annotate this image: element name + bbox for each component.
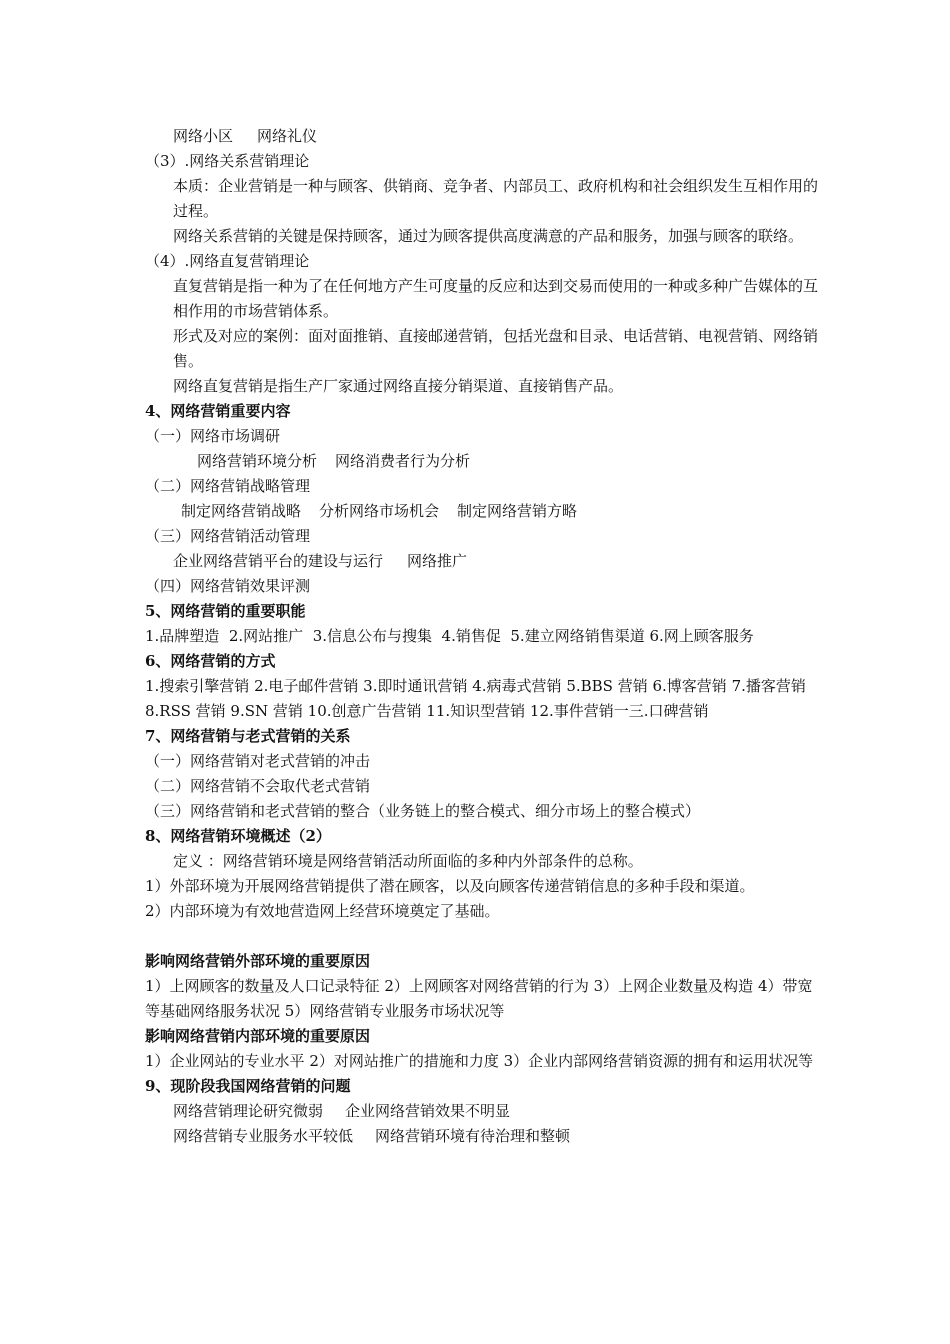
term: 网络营销理论研究微弱: [173, 1102, 324, 1120]
term: 企业网络营销平台的建设与运行: [173, 552, 384, 570]
paragraph: 网络直复营销是指生产厂家通过网络直接分销渠道、直接销售产品。: [173, 377, 624, 395]
term: 网络营销环境分析: [197, 452, 318, 470]
term-network-community: 网络小区: [173, 127, 234, 145]
term: 制定网络营销方略: [457, 502, 578, 520]
heading-external-factors: 影响网络营销外部环境的重要原因: [145, 952, 371, 970]
paragraph: 1.品牌塑造 2.网站推广 3.信息公布与搜集 4.销售促 5.建立网络销售渠道 6.网上顾客服务: [145, 627, 754, 645]
list-item: （三）网络营销和老式营销的整合（业务链上的整合模式、细分市场上的整合模式）: [145, 802, 701, 820]
text-line: [145, 449, 825, 474]
section-heading-4: 4、网络营销重要内容: [145, 402, 291, 420]
list-item: （三）网络营销活动管理: [145, 527, 311, 545]
subsection-heading: （4）.网络直复营销理论: [145, 252, 310, 270]
subsection-heading: （3）.网络关系营销理论: [145, 152, 310, 170]
term: 网络推广: [407, 552, 468, 570]
paragraph: 形式及对应的案例：面对面推销、直接邮递营销，包括光盘和目录、电话营销、电视营销、网络销售。: [173, 327, 819, 370]
list-item: （一）网络营销对老式营销的冲击: [145, 752, 371, 770]
text-line: [145, 499, 825, 524]
paragraph: 1）外部环境为开展网络营销提供了潜在顾客，以及向顾客传递营销信息的多种手段和渠道。: [145, 877, 755, 895]
text-line: [145, 1099, 825, 1124]
definition: 定义 ：网络营销环境是网络营销活动所面临的多种内外部条件的总称。: [173, 852, 643, 870]
term: 网络营销专业服务水平较低: [173, 1127, 354, 1145]
term: 制定网络营销战略: [181, 502, 302, 520]
term: 网络消费者行为分析: [335, 452, 471, 470]
spacer: [145, 924, 825, 949]
section-heading-5: 5、网络营销的重要职能: [145, 602, 306, 620]
section-heading-9: 9、现阶段我国网络营销的问题: [145, 1077, 351, 1095]
text-line: [145, 124, 825, 149]
section-heading-6: 6、网络营销的方式: [145, 652, 276, 670]
term: 企业网络营销效果不明显: [345, 1102, 511, 1120]
paragraph: 1）上网顾客的数量及人口记录特征 2）上网顾客对网络营销的行为 3）上网企业数量及构造 4）带宽等基础网络服务状况 5）网络营销专业服务市场状况等: [145, 977, 813, 1020]
section-heading-7: 7、网络营销与老式营销的关系: [145, 727, 351, 745]
paragraph: 1）企业网站的专业水平 2）对网站推广的措施和力度 3）企业内部网络营销资源的拥有和运用状况等: [145, 1052, 814, 1070]
term: 分析网络市场机会: [319, 502, 440, 520]
paragraph: 网络关系营销的关键是保持顾客，通过为顾客提供高度满意的产品和服务，加强与顾客的联络。: [173, 227, 804, 245]
list-item: （二）网络营销战略管理: [145, 477, 311, 495]
term: 网络营销环境有待治理和整顿: [375, 1127, 571, 1145]
paragraph: 2）内部环境为有效地营造网上经营环境奠定了基础。: [145, 902, 500, 920]
section-heading-8: 8、网络营销环境概述（2）: [145, 827, 331, 845]
document-page: [145, 124, 825, 1149]
term-netiquette: 网络礼仪: [257, 127, 318, 145]
list-item: （四）网络营销效果评测: [145, 577, 311, 595]
list-item: （二）网络营销不会取代老式营销: [145, 777, 371, 795]
text-line: [145, 549, 825, 574]
text-line: [145, 1124, 825, 1149]
paragraph: 本质：企业营销是一种与顾客、供销商、竞争者、内部员工、政府机构和社会组织发生互相作用的过程。: [173, 177, 819, 220]
heading-internal-factors: 影响网络营销内部环境的重要原因: [145, 1027, 371, 1045]
paragraph: 直复营销是指一种为了在任何地方产生可度量的反应和达到交易而使用的一种或多种广告媒体的互相作用的市场营销体系。: [173, 277, 819, 320]
paragraph: 1.搜索引擎营销 2.电子邮件营销 3.即时通讯营销 4.病毒式营销 5.BBS 营销 6.博客营销 7.播客营销 8.RSS 营销 9.SN 营销 10.创意广告营销 11.知识型营销 12.事件营销一三.口碑营销: [145, 677, 806, 720]
list-item: （一）网络市场调研: [145, 427, 281, 445]
